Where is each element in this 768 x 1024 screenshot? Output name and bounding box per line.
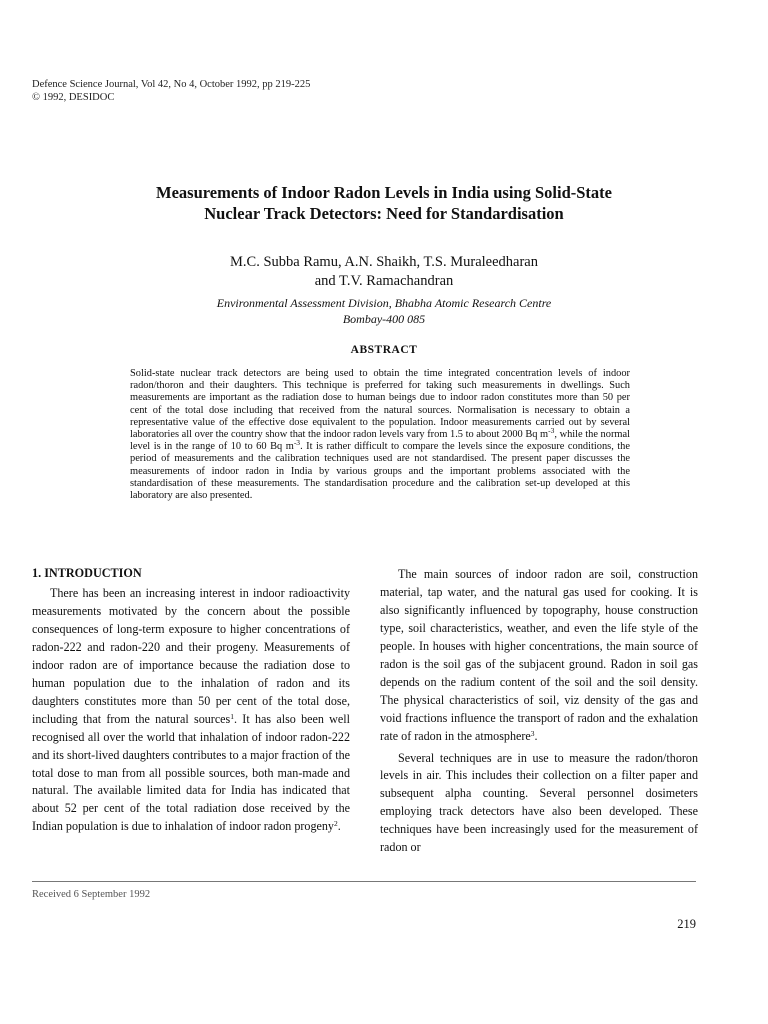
affiliation-line-1: Environmental Assessment Division, Bhabha Atomic Research Centre [216, 296, 552, 310]
intro-paragraph-1 [32, 585, 350, 836]
reference-superscript: 3 [530, 728, 535, 738]
abstract-text-1: Solid-state nuclear track detectors are being used to obtain the time integrated concentration levels of indoor radon/thoron and their daughters. This technique is preferred for taking such measurements in dwellings. Such measurements are important as the radiation dose to human beings due to indoor radon constitutes more than 50 per cent of the total dose including that received from the natural sources. Normalisation is necessary to obtain a representative value of the effective dose equivalent to the population. Indoor measurements carried out by several laboratories all over the country show that the indoor radon levels vary from 1.5 to about 2000 Bq m [130, 368, 630, 441]
authors-line-1: M.C. Subba Ramu, A.N. Shaikh, T.S. Muraleedharan [230, 254, 538, 270]
intro-p1-text-a: There has been an increasing interest in indoor radioactivity measurements motivated by the concern about the possible consequences of long-term exposure to higher concentrations of radon-222 and radon-220 and their progeny. Measurements of indoor radon are of importance because the radiation dose to human population due to the inhalation of radon and its daughters constitutes more than 50 per cent of the total dose, including that from the natural sources [32, 586, 350, 726]
reference-superscript: 2 [333, 819, 338, 829]
page-number: 219 [677, 917, 696, 931]
author-list [60, 253, 708, 291]
intro-paragraph-3: Several techniques are in use to measure the radon/thoron levels in air. This includes their collection on a filter paper and subsequent alpha counting. Several personnel dosimeters employing track detectors have also been developed. These techniques have been increasingly used for the measurement of radon or [380, 750, 698, 855]
journal-copyright: © 1992, DESIDOC [32, 92, 115, 103]
intro-p1-text-c: . [337, 819, 341, 834]
abstract-body [130, 368, 630, 502]
intro-p2-text-b: . [534, 728, 538, 743]
intro-p1-text-b: . It has also been well recognised all over the world that inhalation of indoor radon-222 and its short-lived daughters contributes to a major fraction of the total dose to man from all possible sources, both man-made and natural. The available limited data for India has indicated that about 52 per cent of the total radiation dose received by the Indian population is due to inhalation of indoor radon progeny [32, 711, 350, 834]
footer-divider [32, 881, 696, 882]
authors-line-2: and T.V. Ramachandran [314, 273, 454, 289]
affiliation [60, 295, 708, 327]
abstract-text-3: . It is rather difficult to compare the levels since the exposure conditions, the period of measurements and the calibration techniques used are not standardised. The present paper discusses the measurements of indoor radon in India by various groups and the important problems associated with the standardisation of these measurements. The standardisation procedure and the calibration set-up developed at this laboratory are also presented. [130, 441, 630, 502]
intro-p2-text-a: The main sources of indoor radon are soil, construction material, tap water, and the natural gas used for cooking. It is also significantly influenced by topography, house construction type, soil characteristics, weather, and even the life style of the people. In houses with higher concentrations, the main source of radon is the soil gas of the subjacent ground. Radon in soil gas depends on the radium content of the soil and the soil density. The physical characteristics of soil, viz density of the gas and void fractions influence the transport of radon and the exhalation rate of radon in the atmosphere [380, 567, 698, 743]
journal-citation: Defence Science Journal, Vol 42, No 4, October 1992, pp 219-225 [32, 79, 311, 90]
right-column [380, 566, 698, 857]
reference-superscript: 1 [230, 711, 235, 721]
title-line-2: Nuclear Track Detectors: Need for Standardisation [204, 204, 564, 223]
journal-header [32, 78, 310, 104]
abstract-superscript-1: -3 [548, 426, 555, 436]
left-column [32, 585, 350, 836]
abstract-heading: ABSTRACT [350, 344, 418, 356]
paper-title [60, 182, 708, 224]
received-date: Received 6 September 1992 [32, 889, 151, 900]
intro-paragraph-2 [380, 566, 698, 746]
affiliation-line-2: Bombay-400 085 [342, 312, 426, 326]
abstract-text-2: , while the normal level is in the range of 10 to 60 Bq m [130, 429, 630, 453]
section-heading: 1. INTRODUCTION [32, 566, 142, 580]
title-line-1: Measurements of Indoor Radon Levels in India using Solid-State [156, 183, 612, 202]
abstract-superscript-2: -3 [293, 438, 301, 448]
